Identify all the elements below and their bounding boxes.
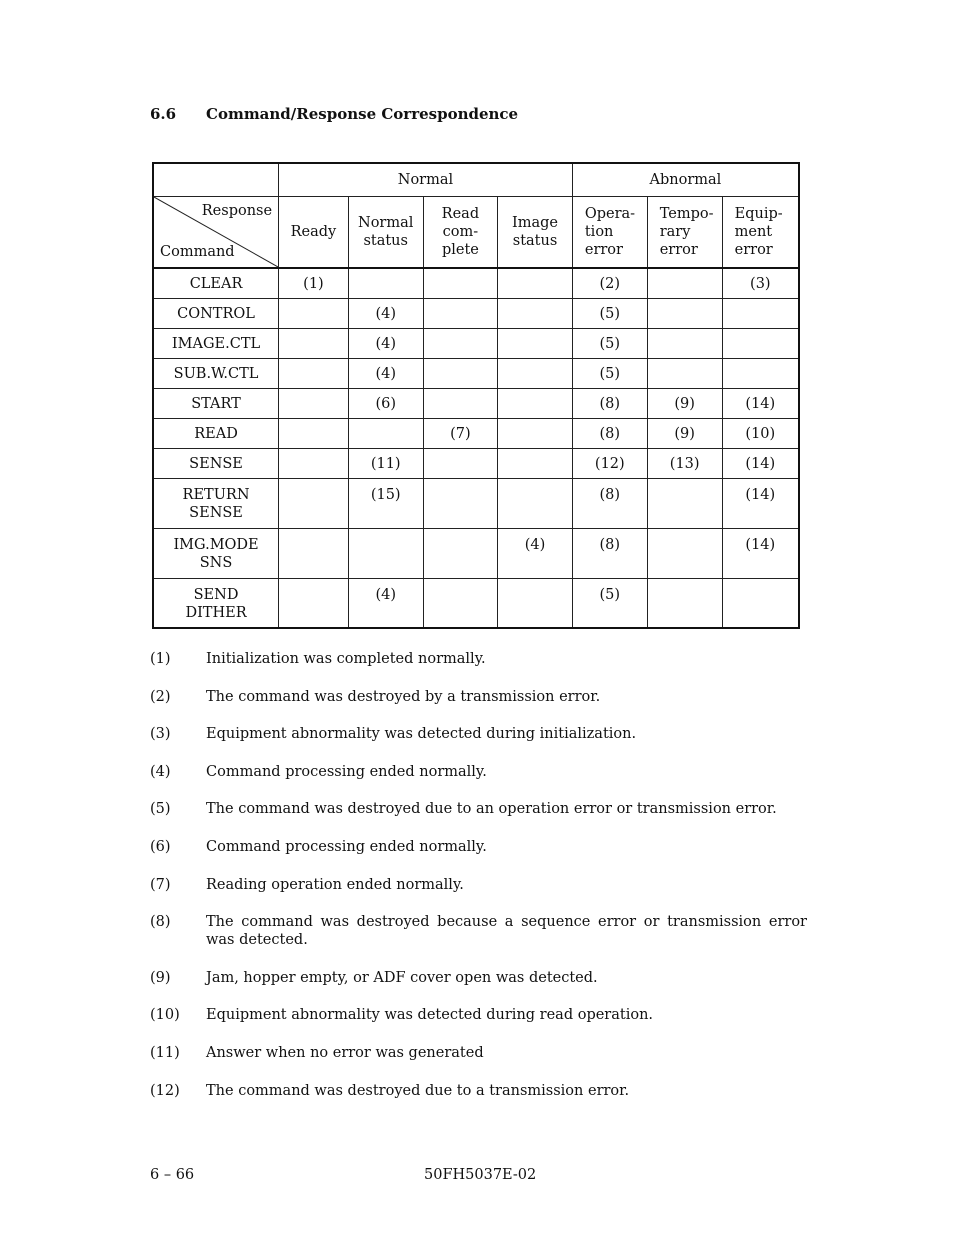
response-cell [498,478,573,528]
note-number: (7) [150,876,171,893]
note-text: Command processing ended normally. [206,838,487,855]
note-number: (11) [150,1044,180,1061]
table-row [153,478,799,528]
table-row [153,578,799,628]
note-text: Answer when no error was generated [206,1044,484,1061]
response-cell [279,328,349,358]
table-body [153,268,799,628]
note-item [150,688,807,706]
response-cell [722,578,799,628]
response-cell [423,298,498,328]
response-cell [498,418,573,448]
response-cell [647,358,722,388]
response-cell [279,358,349,388]
note-text: Jam, hopper empty, or ADF cover open was detected. [206,969,598,986]
response-cell: (5) [572,578,647,628]
column-header: Equip- ment error [722,197,799,269]
response-cell [279,478,349,528]
note-item [150,1044,807,1062]
note-item [150,650,807,668]
response-cell [423,578,498,628]
note-text: Initialization was completed normally. [206,651,486,667]
column-header: Normal status [348,197,423,269]
section-title: Command/Response Correspondence [206,105,519,123]
command-response-table [152,162,800,629]
note-text: Equipment abnormality was detected during read operation. [206,1007,654,1024]
response-cell [498,298,573,328]
response-cell: (4) [498,528,573,578]
response-cell [647,298,722,328]
command-cell [153,448,279,478]
table-row [153,448,799,478]
response-cell: (10) [722,418,799,448]
response-cell [423,448,498,478]
response-cell [279,448,349,478]
command-name: SUB.W.CTL [173,365,259,382]
note-number: (9) [150,969,171,986]
note-item [150,800,807,818]
note-text: The command was destroyed due to an operation error or transmission error. [206,801,777,818]
response-cell [423,388,498,418]
note-number: (2) [150,688,171,705]
response-cell [647,268,722,298]
response-cell [722,298,799,328]
table-row [153,528,799,578]
note-text: The command was destroyed due to a transmission error. [206,1082,630,1099]
command-name: CLEAR [189,276,243,292]
response-cell: (11) [348,448,423,478]
response-cell [423,358,498,388]
response-cell: (14) [722,388,799,418]
command-name: START [191,395,241,412]
response-cell [348,268,423,298]
note-item [150,1006,807,1024]
note-number: (1) [150,651,171,667]
command-cell [153,298,279,328]
response-cell: (8) [572,418,647,448]
note-number: (6) [150,838,171,855]
command-cell [153,328,279,358]
response-cell [348,528,423,578]
note-number: (8) [150,914,171,931]
note-item [150,725,807,743]
command-cell [153,578,279,628]
response-cell: (4) [348,328,423,358]
response-cell [722,328,799,358]
response-cell: (9) [647,418,722,448]
response-cell: (5) [572,328,647,358]
response-cell: (4) [348,578,423,628]
command-cell [153,418,279,448]
note-item [150,913,807,949]
response-cell: (8) [572,388,647,418]
table-row [153,388,799,418]
command-name: IMG.MODE SNS [173,536,259,571]
response-cell [498,448,573,478]
response-cell: (7) [423,418,498,448]
column-header: Image status [498,197,573,269]
table-row [153,328,799,358]
document-id: 50FH5037E-02 [424,1167,537,1183]
response-cell: (4) [348,358,423,388]
response-cell [423,328,498,358]
column-header: Opera- tion error [572,197,647,269]
table-row [153,268,799,298]
note-text: The command was destroyed because a sequence error or transmission error was detected. [206,914,807,949]
response-cell [647,328,722,358]
response-cell: (14) [722,478,799,528]
command-name: SENSE [189,455,243,472]
command-name: IMAGE.CTL [171,335,261,352]
response-cell [279,528,349,578]
response-cell [498,358,573,388]
note-text: The command was destroyed by a transmission error. [206,688,601,705]
page-number: 6 – 66 [150,1167,195,1183]
column-header: Read com- plete [423,197,498,269]
group-header-row [153,163,799,197]
response-cell: (14) [722,448,799,478]
empty-corner-cell [153,163,279,197]
table-row [153,418,799,448]
response-cell: (6) [348,388,423,418]
response-cell: (9) [647,388,722,418]
note-number: (10) [150,1007,180,1024]
response-cell [647,478,722,528]
column-header: Tempo- rary error [647,197,722,269]
command-name: SEND DITHER [185,586,247,621]
response-cell [647,528,722,578]
response-cell: (8) [572,528,647,578]
response-label: Response [201,203,273,219]
column-header: Ready [279,197,349,269]
response-cell [348,418,423,448]
note-number: (12) [150,1082,180,1099]
response-cell [279,418,349,448]
diagonal-corner-header [153,197,279,269]
column-header-row [153,197,799,269]
command-name: RETURN SENSE [182,486,250,521]
note-text: Command processing ended normally. [206,763,487,780]
table-row [153,298,799,328]
response-cell: (13) [647,448,722,478]
response-cell: (14) [722,528,799,578]
response-cell: (5) [572,298,647,328]
command-cell [153,528,279,578]
note-item [150,969,807,987]
response-cell [279,388,349,418]
note-text: Equipment abnormality was detected during initialization. [206,726,637,743]
section-heading [150,105,518,123]
note-item [150,1082,807,1100]
command-cell [153,268,279,298]
table-row [153,358,799,388]
response-cell [498,328,573,358]
command-cell [153,388,279,418]
response-cell [498,268,573,298]
command-cell [153,358,279,388]
note-number: (5) [150,801,171,818]
response-cell [279,298,349,328]
response-cell [423,528,498,578]
response-cell: (12) [572,448,647,478]
note-item [150,876,807,894]
response-cell [647,578,722,628]
note-item [150,838,807,856]
response-cell: (4) [348,298,423,328]
abnormal-group-header: Abnormal [572,163,799,197]
command-name: CONTROL [177,305,255,322]
response-cell [722,358,799,388]
response-cell [498,388,573,418]
note-number: (4) [150,763,171,780]
notes-list [150,650,807,1119]
section-number: 6.6 [150,105,177,123]
response-cell: (3) [722,268,799,298]
command-label: Command [160,244,235,260]
response-cell [498,578,573,628]
command-name: READ [194,425,238,442]
command-cell [153,478,279,528]
normal-group-header: Normal [279,163,573,197]
note-number: (3) [150,726,171,743]
note-item [150,763,807,781]
response-cell: (8) [572,478,647,528]
response-cell [423,478,498,528]
response-cell: (15) [348,478,423,528]
note-text: Reading operation ended normally. [206,876,464,893]
response-cell: (1) [279,268,349,298]
response-cell [279,578,349,628]
response-cell: (5) [572,358,647,388]
response-cell: (2) [572,268,647,298]
response-cell [423,268,498,298]
